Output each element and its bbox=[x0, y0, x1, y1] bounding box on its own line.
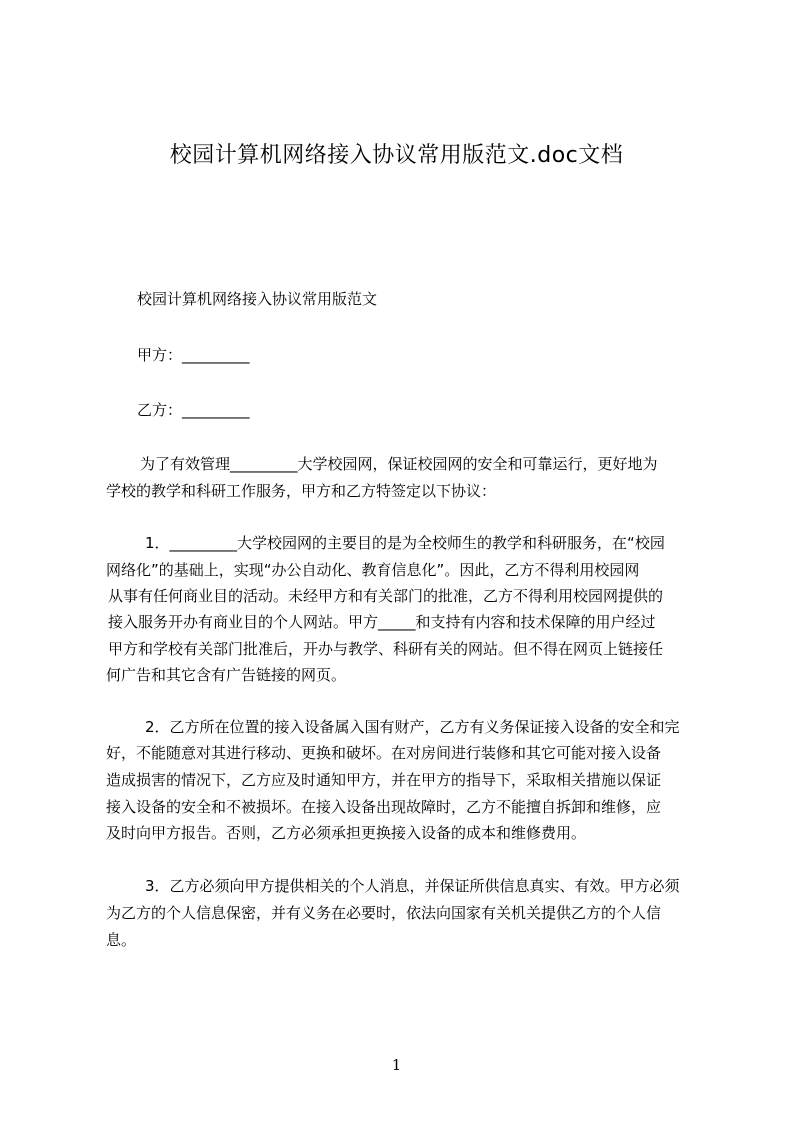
clause-1-line: 1．_________大学校园网的主要目的是为全校师生的教学和科研服务，在“校园 bbox=[145, 534, 665, 552]
clause-3-line: 为乙方的个人信息保密，并有义务在必要时，依法向国家有关机关提供乙方的个人信 bbox=[106, 904, 662, 922]
clause-1-line: 从事有任何商业目的活动。未经甲方和有关部门的批准，乙方不得利用校园网提供的 bbox=[108, 587, 664, 605]
clause-2-line: 2．乙方所在位置的接入设备属入国有财产，乙方有义务保证接入设备的安全和完 bbox=[145, 718, 680, 736]
clause-2-line: 及时向甲方报告。否则，乙方必须承担更换接入设备的成本和维修费用。 bbox=[106, 824, 587, 842]
clause-1-line: 接入服务开办有商业目的个人网站。甲方_____和支持有内容和技术保障的用户经过 bbox=[108, 613, 656, 631]
party-a-line: 甲方：_________ bbox=[137, 346, 250, 364]
clause-1-line: 何广告和其它含有广告链接的网页。 bbox=[106, 666, 347, 684]
clause-3-line: 息。 bbox=[106, 931, 137, 949]
clause-1-line: 甲方和学校有关部门批准后，开办与教学、科研有关的网站。但不得在网页上链接任 bbox=[108, 640, 664, 658]
party-b-line: 乙方：_________ bbox=[137, 401, 250, 419]
document-title: 校园计算机网络接入协议常用版范文.doc文档 bbox=[169, 143, 624, 168]
subtitle: 校园计算机网络接入协议常用版范文 bbox=[137, 290, 378, 308]
clause-2-line: 接入设备的安全和不被损坏。在接入设备出现故障时，乙方不能擅自拆卸和维修，应 bbox=[106, 798, 662, 816]
intro-line: 学校的教学和科研工作服务，甲方和乙方特签定以下协议： bbox=[106, 482, 497, 500]
clause-1-line: 网络化”的基础上，实现“办公自动化、教育信息化”。因此，乙方不得利用校园网 bbox=[106, 561, 640, 579]
clause-2-line: 造成损害的情况下，乙方应及时通知甲方，并在甲方的指导下，采取相关措施以保证 bbox=[106, 771, 662, 789]
intro-line: 为了有效管理_________大学校园网，保证校园网的安全和可靠运行，更好地为 bbox=[140, 455, 658, 473]
clause-2-line: 好，不能随意对其进行移动、更换和破坏。在对房间进行装修和其它可能对接入设备 bbox=[106, 744, 662, 762]
page-number: 1 bbox=[391, 1056, 402, 1074]
clause-3-line: 3．乙方必须向甲方提供相关的个人消息，并保证所供信息真实、有效。甲方必须 bbox=[145, 877, 680, 895]
